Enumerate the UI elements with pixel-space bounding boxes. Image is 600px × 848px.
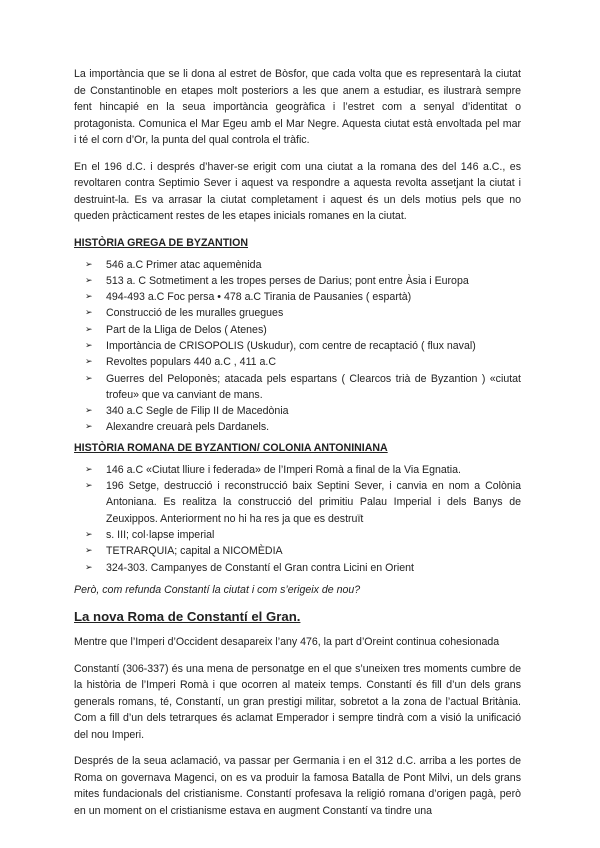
arrow-bullet-icon: ➢ xyxy=(85,357,93,368)
arrow-bullet-icon: ➢ xyxy=(85,308,93,319)
list-item: ➢ Part de la Lliga de Delos ( Atenes) xyxy=(85,322,521,338)
arrow-bullet-icon: ➢ xyxy=(85,406,93,417)
intro-paragraph-bosphorus: La importància que se li dona al estret de Bòsfor, que cada volta que es representarà la ciutat de Constantinoble en etapes molt posteriors a les que anem a estudiar, es ilustrarà sempre fent hincapié en la seua importància geogràfica i l’estret com a senyal d’identitat o protagonista. Comunica el Mar Egeu amb el Mar Negre. Aquesta ciutat està envoltada pel mar i té el corn d’Or, la punta del qual controla el tràfic. xyxy=(74,68,521,146)
paragraph-septimius-severus: En el 196 d.C. i després d’haver-se erigit com una ciutat a la romana des del 146 a.C., es revoltaren contra Septimio Sever i aquest va respondre a aquesta revolta assetjant la ciutat i destruint-la. Es va arrasar la ciutat completament i aquest és un dels motius pels que no queden pràcticament restes de les etapes inicials romanes en la ciutat. xyxy=(74,160,521,222)
paragraph-milvian-bridge: Després de la seua aclamació, va passar per Germania i en el 312 d.C. arriba a les portes de Roma on governava Magenci, on es va produir la famosa Batalla de Pont Milvi, un dels grans mites fundacionals del cristianisme. Constantí profesava la religió romana d’origen pagà, però en un moment on el cristianisme estava en augment Constantí va tindre una xyxy=(74,755,521,817)
question-refoundation: Però, com refunda Constantí la ciutat i com s’erigeix de nou? xyxy=(74,583,361,596)
list-item: ➢ Importància de CRISOPOLIS (Uskudur), com centre de recaptació ( flux naval) xyxy=(85,338,521,354)
arrow-bullet-icon: ➢ xyxy=(85,324,93,335)
arrow-bullet-icon: ➢ xyxy=(85,373,93,384)
arrow-bullet-icon: ➢ xyxy=(85,422,93,433)
greek-history-heading: HISTÒRIA GREGA DE BYZANTION xyxy=(74,236,249,249)
paragraph-constantine: Constantí (306-337) és una mena de personatge en el que s’uneixen tres moments cumbre de la història de l’Imperi Romà i que ocorren al mateix temps. Constantí és fill d’un dels grans generals romans, té, Constantí, un gran prestigi militar, sobretot a la zona de l’actual Britània. Com a fill d’un dels tetrarques és aclamat Emperador i sempre tindrà com a visió la unificació del nou Imperi. xyxy=(74,662,521,741)
list-item: ➢ 340 a.C Segle de Filip II de Macedònia xyxy=(85,403,521,419)
list-item: ➢ 494-493 a.C Foc persa • 478 a.C Tirania de Pausanies ( espartà) xyxy=(85,289,521,305)
roman-history-heading: HISTÒRIA ROMANA DE BYZANTION/ COLONIA ANTONINIANA xyxy=(74,441,388,454)
arrow-bullet-icon: ➢ xyxy=(85,481,93,492)
list-item: ➢ Guerres del Peloponès; atacada pels espartans ( Clearcos trià de Byzantion ) «ciutat trofeu» que va canviant de mans. xyxy=(85,372,521,401)
list-item: ➢ 546 a.C Primer atac aquemènida xyxy=(85,257,521,273)
arrow-bullet-icon: ➢ xyxy=(85,275,93,286)
list-item: ➢ 513 a. C Sotmetiment a les tropes perses de Darius; pont entre Àsia i Europa xyxy=(85,273,521,289)
paragraph-east-west: Mentre que l’Imperi d’Occident desapareix l’any 476, la part d’Oreint continua cohesionada xyxy=(74,636,500,649)
section-title-nova-roma: La nova Roma de Constantí el Gran. xyxy=(74,609,301,625)
arrow-bullet-icon: ➢ xyxy=(85,464,93,475)
list-item: ➢ Construcció de les muralles gruegues xyxy=(85,305,521,321)
list-item: ➢ Alexandre creuarà pels Dardanels. xyxy=(85,419,521,435)
arrow-bullet-icon: ➢ xyxy=(85,562,93,573)
arrow-bullet-icon: ➢ xyxy=(85,292,93,303)
list-item: ➢ Revoltes populars 440 a.C , 411 a.C xyxy=(85,354,521,370)
arrow-bullet-icon: ➢ xyxy=(85,259,93,270)
list-item: ➢ 324-303. Campanyes de Constantí el Gran contra Licini en Orient xyxy=(85,560,521,576)
list-item: ➢ s. III; col·lapse imperial xyxy=(85,527,521,543)
arrow-bullet-icon: ➢ xyxy=(85,340,93,351)
greek-history-list xyxy=(74,257,521,436)
list-item: ➢ 196 Setge, destrucció i reconstrucció baix Septini Sever, i canvia en nom a Colònia Antoniana. Es realitza la construcció del primitiu Palau Imperial i dels Banys de Zeuxippos. Anteriorment no hi ha res ja que es destruït xyxy=(85,480,521,525)
list-item: ➢ TETRARQUIA; capital a NICOMÈDIA xyxy=(85,543,521,559)
list-item: ➢ 146 a.C «Ciutat lliure i federada» de l’Imperi Romà a final de la Via Egnatia. xyxy=(85,462,521,478)
arrow-bullet-icon: ➢ xyxy=(85,546,93,557)
arrow-bullet-icon: ➢ xyxy=(85,529,93,540)
roman-history-list xyxy=(74,462,521,576)
